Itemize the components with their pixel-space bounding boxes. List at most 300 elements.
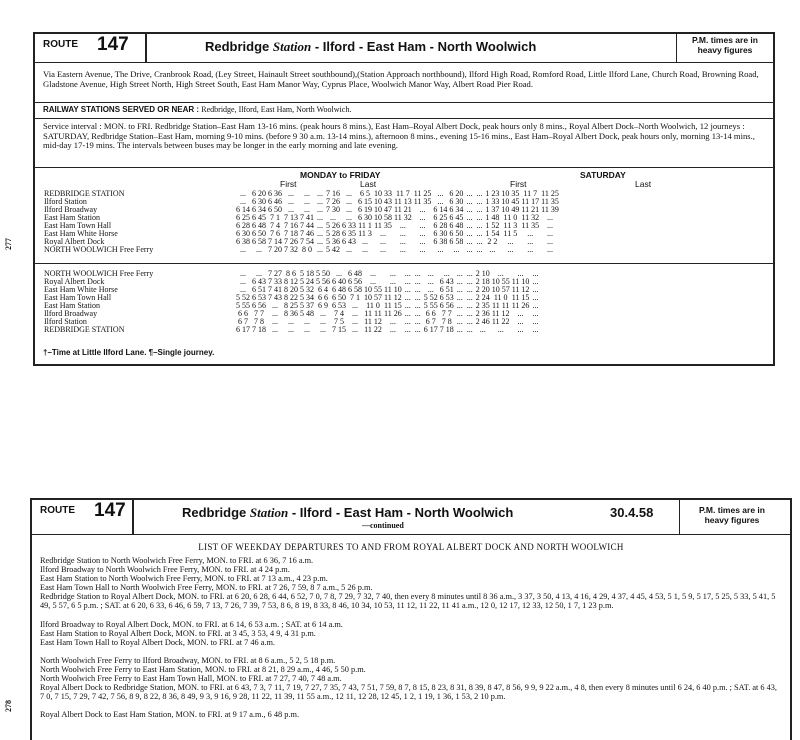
departure-line: Ilford Broadway to Royal Albert Dock, MON. to FRI. at 6 14, 6 53 a.m. ; SAT. at 6 14 a.m. xyxy=(40,620,343,629)
departure-time: 7 26 xyxy=(284,237,298,246)
departure-time: ... xyxy=(456,285,463,294)
header-divider xyxy=(676,34,678,62)
departure-time: ... xyxy=(389,277,396,286)
departure-time: ... xyxy=(362,237,368,246)
departure-time: 7 16 xyxy=(326,189,340,198)
departure-time: 5 26 xyxy=(326,221,340,230)
station-name: East Ham White Horse xyxy=(44,285,118,294)
departure-time: ... xyxy=(414,285,421,294)
header-divider xyxy=(145,34,147,62)
departure-time: ... xyxy=(517,325,524,334)
departure-time: ... xyxy=(527,237,534,246)
departure-time: 6 34 xyxy=(449,205,464,214)
departure-time: ... xyxy=(304,189,310,198)
departure-time: ... xyxy=(527,245,534,254)
station-name: REDBRIDGE STATION xyxy=(44,325,125,334)
departure-time: 5 32 xyxy=(300,285,314,294)
departure-time: ... xyxy=(346,197,352,206)
departure-time: 11 35 xyxy=(521,221,540,230)
departure-time: 8 0 xyxy=(302,245,312,254)
departure-time: 11 21 xyxy=(521,205,540,214)
departure-time: 11 0 xyxy=(493,293,508,302)
departure-time: 11 10 xyxy=(511,277,530,286)
departure-time: 7 44 xyxy=(300,221,314,230)
departure-time: ... xyxy=(404,277,411,286)
departure-time: 11 5 xyxy=(503,229,518,238)
departure-time: ... xyxy=(414,277,421,286)
departure-time: 6 33 xyxy=(342,221,356,230)
departure-time: ... xyxy=(380,229,386,238)
departure-time: 10 57 xyxy=(364,293,382,302)
departure-time: ... xyxy=(532,301,539,310)
departure-time: 6 5 xyxy=(360,189,370,198)
departure-time: ... xyxy=(532,293,539,302)
timetable-row xyxy=(43,198,560,206)
departure-time: 5 34 xyxy=(300,293,314,302)
departure-time: 2 18 xyxy=(475,277,490,286)
departure-time: 11 13 xyxy=(394,197,412,206)
departure-time: 5 50 xyxy=(316,269,330,278)
departure-time: ... xyxy=(466,309,473,318)
departure-time: ... xyxy=(476,197,483,206)
station-name: East Ham Station xyxy=(44,213,100,222)
departure-time: 5 48 xyxy=(300,309,314,318)
departure-time: ... xyxy=(532,277,539,286)
departure-time: ... xyxy=(404,309,411,318)
departure-line: Royal Albert Dock to East Ham Station, MON. to FRI. at 9 17 a.m., 6 48 p.m. xyxy=(40,710,300,719)
departure-time: ... xyxy=(272,325,278,334)
departure-time: 11 1 xyxy=(358,221,372,230)
departure-time: ... xyxy=(466,293,473,302)
departure-time: 5 28 xyxy=(326,229,340,238)
continued-label: —continued xyxy=(362,521,404,530)
departure-time: ... xyxy=(240,245,246,254)
departure-time: ... xyxy=(497,325,504,334)
departure-time: ... xyxy=(346,205,352,214)
divider xyxy=(35,102,773,103)
departure-time: ... xyxy=(389,269,396,278)
departure-time: ... xyxy=(456,269,463,278)
departure-time: ... xyxy=(317,189,323,198)
departure-time: ... xyxy=(380,245,386,254)
departure-time: 7 26 xyxy=(326,197,340,206)
departure-time: ... xyxy=(466,245,473,254)
departure-time: ... xyxy=(466,189,473,198)
departure-line: Royal Albert Dock to Redbridge Station, MON. to FRI. at 6 43, 7 3, 7 11, 7 19, 7 27, 7 35, 7 43, 7 51, 7 59, 8 7, 8 15, 8 23, 8 31, 8 39, 8 47, 8 56, 9 9, 9 22 a.m., 4 8, then every 8 minutes until 6 24, 6 40 p.m. ; SAT. at 6 43, 7 0, 7 15, 7 29, 7 42, 7 56, 8 9, 8 22, 8 36, 8 49, 9 3, 9 16, 9 28, 11 22, 11 39, 11 55 a.m., 12 11, 12 28, 12 45, 1 2, 1 19, 1 36, 1 53, 2 10 p.m. xyxy=(40,683,777,702)
departure-time: 6 4 xyxy=(318,285,328,294)
departure-time: ... xyxy=(240,285,246,294)
timetable-card-1 xyxy=(33,32,775,366)
departure-time: ... xyxy=(466,197,473,206)
departure-time: 7 20 xyxy=(268,245,282,254)
departure-time: ... xyxy=(489,245,496,254)
departure-time: 6 43 xyxy=(439,277,454,286)
departure-time: 11 32 xyxy=(394,213,412,222)
departure-time: ... xyxy=(527,229,534,238)
departure-time: 11 3 xyxy=(358,229,372,238)
departure-time: 6 7 xyxy=(238,317,248,326)
departure-time: 11 22 xyxy=(364,325,382,334)
departure-time: 7 30 xyxy=(326,205,340,214)
departure-time: 5 24 xyxy=(300,277,314,286)
departure-time: ... xyxy=(476,229,483,238)
station-name: Ilford Broadway xyxy=(44,309,98,318)
date: 30.4.58 xyxy=(610,505,654,520)
departure-time: 6 28 xyxy=(433,221,448,230)
departure-time: 6 20 xyxy=(252,189,266,198)
departure-time: 10 49 xyxy=(501,205,520,214)
departure-time: ... xyxy=(466,221,473,230)
departure-time: 6 6 xyxy=(425,309,436,318)
departure-time: ... xyxy=(507,237,514,246)
departure-time: ... xyxy=(546,237,553,246)
departure-time: ... xyxy=(507,245,514,254)
departure-time: ... xyxy=(399,221,406,230)
departure-time: ... xyxy=(427,269,434,278)
departure-time: 6 15 xyxy=(358,197,372,206)
departure-time: ... xyxy=(437,197,444,206)
departure-time: 6 56 xyxy=(252,301,266,310)
timetable-card-2 xyxy=(30,498,792,740)
departure-time: 7 8 xyxy=(254,317,264,326)
card-header xyxy=(35,34,773,63)
departure-time: ... xyxy=(370,277,376,286)
departure-time: ... xyxy=(256,245,262,254)
departure-time: 11 17 xyxy=(521,197,540,206)
divider xyxy=(35,118,773,119)
departure-time: 6 40 xyxy=(332,277,346,286)
mf-heading: MONDAY to FRIDAY xyxy=(300,170,381,180)
departure-time: ... xyxy=(404,269,411,278)
departure-time: ... xyxy=(466,205,473,214)
departure-time: ... xyxy=(304,205,310,214)
departure-line: North Woolwich Free Ferry to Ilford Broadway, MON. to FRI. at 8 6 a.m., 5 2, 5 18 p.m. xyxy=(40,656,336,665)
service-interval: Service interval : MON. to FRI. Redbridge Station–East Ham 13-16 mins. (peak hours 8 mins.), East Ham–Royal Albert Dock, peak hours only 8 mins., Royal Albert Dock–North Woolwich, 12 journeys : SATURDAY, Redbridge Station–East Ham, morning 9-10 mins. (before 9 30 a.m. 13-14 mins.), afternoon 8 mins., evening 15-16 mins., East Ham–Royal Albert Dock, peak hours only, morning 13-14 mins., mid-day 17-19 mins. The intervals between buses may be longer in the early morning and late evening. xyxy=(43,121,755,151)
departure-time: 6 51 xyxy=(439,285,454,294)
departure-time: 2 2 xyxy=(487,237,498,246)
departure-time: 7 1 xyxy=(270,213,280,222)
departure-time: 5 56 xyxy=(316,277,330,286)
departure-time: ... xyxy=(404,317,411,326)
departure-time: 11 7 xyxy=(396,189,410,198)
sat-heading: SATURDAY xyxy=(580,170,626,180)
departure-line: East Ham Town Hall to North Woolwich Free Ferry, MON. to FRI. at 7 26, 7 59, 8 7 a.m., 5 26 p.m. xyxy=(40,583,373,592)
departure-time: ... xyxy=(456,301,463,310)
timetable-row xyxy=(43,190,560,198)
header-divider xyxy=(132,500,134,534)
railway-stations: RAILWAY STATIONS SERVED OR NEAR : Redbridge, Ilford, East Ham, North Woolwich. xyxy=(43,105,352,114)
departure-time: 6 38 xyxy=(433,237,448,246)
departure-time: ... xyxy=(404,293,411,302)
departure-time: 11 32 xyxy=(521,213,540,222)
departure-line: Redbridge Station to North Woolwich Free Ferry, MON. to FRI. at 6 36, 7 16 a.m. xyxy=(40,556,314,565)
departure-time: 7 54 xyxy=(300,237,314,246)
departure-time: 11 22 xyxy=(491,317,510,326)
departure-time: 7 27 xyxy=(268,269,282,278)
station-name: Royal Albert Dock xyxy=(44,237,105,246)
departure-time: 7 33 xyxy=(268,277,282,286)
departure-time: 7 4 xyxy=(270,221,280,230)
departure-time: ... xyxy=(456,277,463,286)
departure-time: ... xyxy=(240,277,246,286)
departure-time: ... xyxy=(304,197,310,206)
departure-time: 7 1 xyxy=(350,293,360,302)
departure-time: 7 43 xyxy=(268,293,282,302)
departure-time: 6 48 xyxy=(449,221,464,230)
departure-time: 6 28 xyxy=(236,221,250,230)
southbound-timetable xyxy=(43,270,540,334)
departure-time: ... xyxy=(456,293,463,302)
departure-time: ... xyxy=(419,205,426,214)
departure-time: ... xyxy=(352,317,358,326)
departure-time: 6 43 xyxy=(342,237,356,246)
departure-time: ... xyxy=(272,317,278,326)
departure-time: ... xyxy=(466,301,473,310)
departure-time: ... xyxy=(399,245,406,254)
departure-time: 11 26 xyxy=(511,301,530,310)
departure-time: ... xyxy=(532,309,539,318)
departure-time: 6 50 xyxy=(252,229,266,238)
departure-time: ... xyxy=(517,309,524,318)
departure-line: Ilford Broadway to North Woolwich Free Ferry, MON. to FRI. at 4 24 p.m. xyxy=(40,565,290,574)
departure-time: 7 18 xyxy=(252,325,266,334)
departure-time: ... xyxy=(317,213,323,222)
departure-time: ... xyxy=(389,325,396,334)
departure-time: 10 57 xyxy=(491,285,510,294)
departure-time: ... xyxy=(346,189,352,198)
departure-time: 8 36 xyxy=(284,309,298,318)
departure-time: ... xyxy=(466,213,473,222)
departure-time: 6 17 xyxy=(236,325,250,334)
departure-time: ... xyxy=(317,205,323,214)
departure-time: ... xyxy=(517,317,524,326)
departure-time: 10 35 xyxy=(501,189,520,198)
departure-time: ... xyxy=(466,269,473,278)
departure-time: ... xyxy=(304,325,310,334)
departure-time: 6 58 xyxy=(348,285,362,294)
departure-time: 10 55 xyxy=(364,285,382,294)
departure-time: 1 23 xyxy=(485,189,500,198)
departure-time: ... xyxy=(476,205,483,214)
departure-time: 11 26 xyxy=(384,309,402,318)
departure-line: East Ham Station to Royal Albert Dock, MON. to FRI. at 3 45, 3 53, 4 9, 4 31 p.m. xyxy=(40,629,316,638)
departure-time: 7 4 xyxy=(334,309,344,318)
departure-time: 1 37 xyxy=(485,205,500,214)
departure-time: 6 53 xyxy=(252,293,266,302)
departure-time: 2 24 xyxy=(475,293,490,302)
departure-time: 11 11 xyxy=(364,309,382,318)
departure-time: ... xyxy=(546,213,553,222)
pm-note: P.M. times are in heavy figures xyxy=(699,505,765,525)
departure-time: ... xyxy=(476,237,483,246)
departure-time: 5 55 xyxy=(423,301,438,310)
departure-time: 6 14 xyxy=(433,205,448,214)
departure-time: ... xyxy=(240,197,246,206)
departure-time: 11 25 xyxy=(413,189,432,198)
departure-time: ... xyxy=(466,277,473,286)
departure-time: ... xyxy=(466,237,473,246)
departure-time: ... xyxy=(404,285,411,294)
departure-time: ... xyxy=(466,325,473,334)
departure-time: 7 6 xyxy=(270,229,280,238)
station-name: Ilford Broadway xyxy=(44,205,98,214)
page-number-277: 277 xyxy=(4,238,13,250)
departure-time: ... xyxy=(288,197,294,206)
departure-time: 2 46 xyxy=(475,317,490,326)
departure-time: 11 12 xyxy=(384,293,402,302)
departure-time: 11 39 xyxy=(541,205,559,214)
first-label-sat: First xyxy=(510,179,527,189)
departure-time: 6 58 xyxy=(449,237,464,246)
departure-time: 10 58 xyxy=(374,213,392,222)
departure-time: 11 12 xyxy=(491,309,510,318)
departure-time: 6 9 xyxy=(318,301,328,310)
departure-time: ... xyxy=(414,325,421,334)
departure-time: 1 52 xyxy=(485,221,500,230)
departure-time: ... xyxy=(437,245,444,254)
departure-time: ... xyxy=(476,189,483,198)
departure-time: ... xyxy=(532,285,539,294)
departure-time: 5 52 xyxy=(236,293,250,302)
departure-time: 6 30 xyxy=(449,197,464,206)
station-name: Ilford Station xyxy=(44,197,87,206)
departure-time: ... xyxy=(466,229,473,238)
departure-time: ... xyxy=(427,285,434,294)
departure-time: 10 47 xyxy=(374,205,392,214)
departure-time: 11 15 xyxy=(384,301,402,310)
departure-time: ... xyxy=(419,245,426,254)
card-header xyxy=(32,500,790,535)
northbound-timetable xyxy=(43,190,560,254)
departure-time: 1 54 xyxy=(485,229,500,238)
departure-line: North Woolwich Free Ferry to East Ham Town Hall, MON. to FRI. at 7 27, 7 40, 7 48 a.m. xyxy=(40,674,342,683)
route-via: Via Eastern Avenue, The Drive, Cranbrook Road, (Ley Street, Hainault Street southbound),(Station Approach northbound), Ilford High Road, Romford Road, Little Ilford Lane, Church Road, Browning Road, Gladstone Avenue, High Street North, High Street South, East Ham Manor Way, Cyprus Place, Woolwich Manor Way, Albert Road Pier Road. xyxy=(43,69,759,89)
departure-line: Redbridge Station to Royal Albert Dock, MON. to FRI. at 6 20, 6 28, 6 44, 6 52, 7 0, 7 8, 7 29, 7 32, 7 40, then every 8 minutes until 8 36 a.m., 3 37, 3 50, 4 13, 4 16, 4 29, 4 37, 4 45, 4 53, 5 1, 5 9, 5 17, 5 25, 5 33, 5 41, 5 49, 5 57, 6 5 p.m. ; SAT. at 6 20, 6 33, 6 46, 6 59, 7 13, 7 26, 7 39, 7 53, 8 6, 8 19, 8 33, 8 46, 10 34, 10 53, 11 12, 11 22, 11 41 a.m., 12 0, 12 17, 12 33, 12 50, 1 7, 1 23 p.m. xyxy=(40,592,776,611)
departure-time: 1 33 xyxy=(485,197,500,206)
departure-time: 6 53 xyxy=(332,301,346,310)
station-name: East Ham Town Hall xyxy=(44,293,112,302)
departure-time: ... xyxy=(352,309,358,318)
pm-note: P.M. times are in heavy figures xyxy=(692,35,758,55)
departure-time: ... xyxy=(389,317,396,326)
departure-time: 7 8 xyxy=(441,317,452,326)
departure-time: ... xyxy=(320,325,326,334)
departure-time: 7 18 xyxy=(439,325,454,334)
departure-time: 6 45 xyxy=(252,213,266,222)
departure-time: ... xyxy=(304,317,310,326)
departure-time: 6 50 xyxy=(449,229,464,238)
departure-time: 7 41 xyxy=(268,285,282,294)
route-title: Redbridge Station - Ilford - East Ham - North Woolwich xyxy=(182,505,514,520)
departure-time: ... xyxy=(317,197,323,206)
departure-time: ... xyxy=(288,317,294,326)
departure-time: 7 7 xyxy=(441,309,452,318)
departure-time: ... xyxy=(497,269,504,278)
departure-time: ... xyxy=(546,229,553,238)
route-title: Redbridge Station - Ilford - East Ham - North Woolwich xyxy=(205,39,537,54)
page-number-278: 278 xyxy=(4,700,13,712)
departure-time: 11 7 xyxy=(523,189,538,198)
departure-time: ... xyxy=(317,237,323,246)
departure-time: ... xyxy=(466,285,473,294)
departure-time: ... xyxy=(370,269,376,278)
departure-time: 6 7 xyxy=(425,317,436,326)
departure-time: 11 12 xyxy=(364,317,382,326)
departure-time: ... xyxy=(288,189,294,198)
departure-time: 8 6 xyxy=(286,269,296,278)
departure-time: ... xyxy=(336,269,342,278)
departure-time: 5 37 xyxy=(300,301,314,310)
departure-line: East Ham Town Hall to Royal Albert Dock, MON. to FRI. at 7 46 a.m. xyxy=(40,638,276,647)
departure-time: ... xyxy=(546,245,553,254)
departure-time: 8 20 xyxy=(284,285,298,294)
departure-time: ... xyxy=(427,277,434,286)
departure-time: 6 51 xyxy=(252,285,266,294)
departure-time: 2 10 xyxy=(475,269,490,278)
departure-time: ... xyxy=(517,269,524,278)
route-number: 147 xyxy=(94,500,126,521)
last-label-sat: Last xyxy=(635,179,652,189)
departure-time: 6 53 xyxy=(439,293,454,302)
departure-time: ... xyxy=(532,325,539,334)
departure-time: ... xyxy=(320,317,326,326)
departure-time: ... xyxy=(532,317,539,326)
departure-time: 6 34 xyxy=(252,205,266,214)
departure-time: 6 17 xyxy=(423,325,438,334)
departure-time: ... xyxy=(352,301,358,310)
divider xyxy=(35,263,773,264)
departure-time: 6 36 xyxy=(268,189,282,198)
departure-time: 6 6 xyxy=(238,309,248,318)
departure-time: ... xyxy=(443,269,450,278)
departure-time: 6 56 xyxy=(348,277,362,286)
departure-time: ... xyxy=(288,205,294,214)
first-label-mf: First xyxy=(280,179,297,189)
departure-time: 6 6 xyxy=(318,293,328,302)
departure-time: 7 14 xyxy=(268,237,282,246)
departure-time: 11 35 xyxy=(541,197,559,206)
departure-time: ... xyxy=(453,245,460,254)
departure-time: 11 35 xyxy=(413,197,432,206)
departure-time: 2 35 xyxy=(475,301,490,310)
departure-time: ... xyxy=(362,245,368,254)
departure-time: 6 14 xyxy=(236,205,250,214)
departure-time: 7 41 xyxy=(300,213,314,222)
departure-time: 5 52 xyxy=(423,293,438,302)
departure-line: North Woolwich Free Ferry to East Ham Station, MON. to FRI. at 8 21, 8 29 a.m., 4 46, 5 50 p.m. xyxy=(40,665,366,674)
departure-time: 6 48 xyxy=(348,269,362,278)
departure-time: 5 18 xyxy=(300,269,314,278)
departure-time: 6 30 xyxy=(358,213,372,222)
departure-time: 7 18 xyxy=(284,229,298,238)
departure-time: 6 50 xyxy=(268,205,282,214)
departure-time: 11 0 xyxy=(503,213,518,222)
departure-time: 6 30 xyxy=(236,229,250,238)
departure-time: 2 20 xyxy=(475,285,490,294)
departure-time: 6 48 xyxy=(252,221,266,230)
departure-time: 11 3 xyxy=(503,221,518,230)
station-name: East Ham White Horse xyxy=(44,229,118,238)
departure-time: 6 19 xyxy=(358,205,372,214)
departure-time: ... xyxy=(404,325,411,334)
departure-time: ... xyxy=(380,237,386,246)
departure-time: 6 56 xyxy=(439,301,454,310)
departure-time: ... xyxy=(419,221,426,230)
departure-time: 6 35 xyxy=(342,229,356,238)
departure-time: 10 55 xyxy=(491,277,510,286)
station-name: Royal Albert Dock xyxy=(44,277,105,286)
list-heading: LIST OF WEEKDAY DEPARTURES TO AND FROM ROYAL ALBERT DOCK AND NORTH WOOLWICH xyxy=(198,542,624,552)
